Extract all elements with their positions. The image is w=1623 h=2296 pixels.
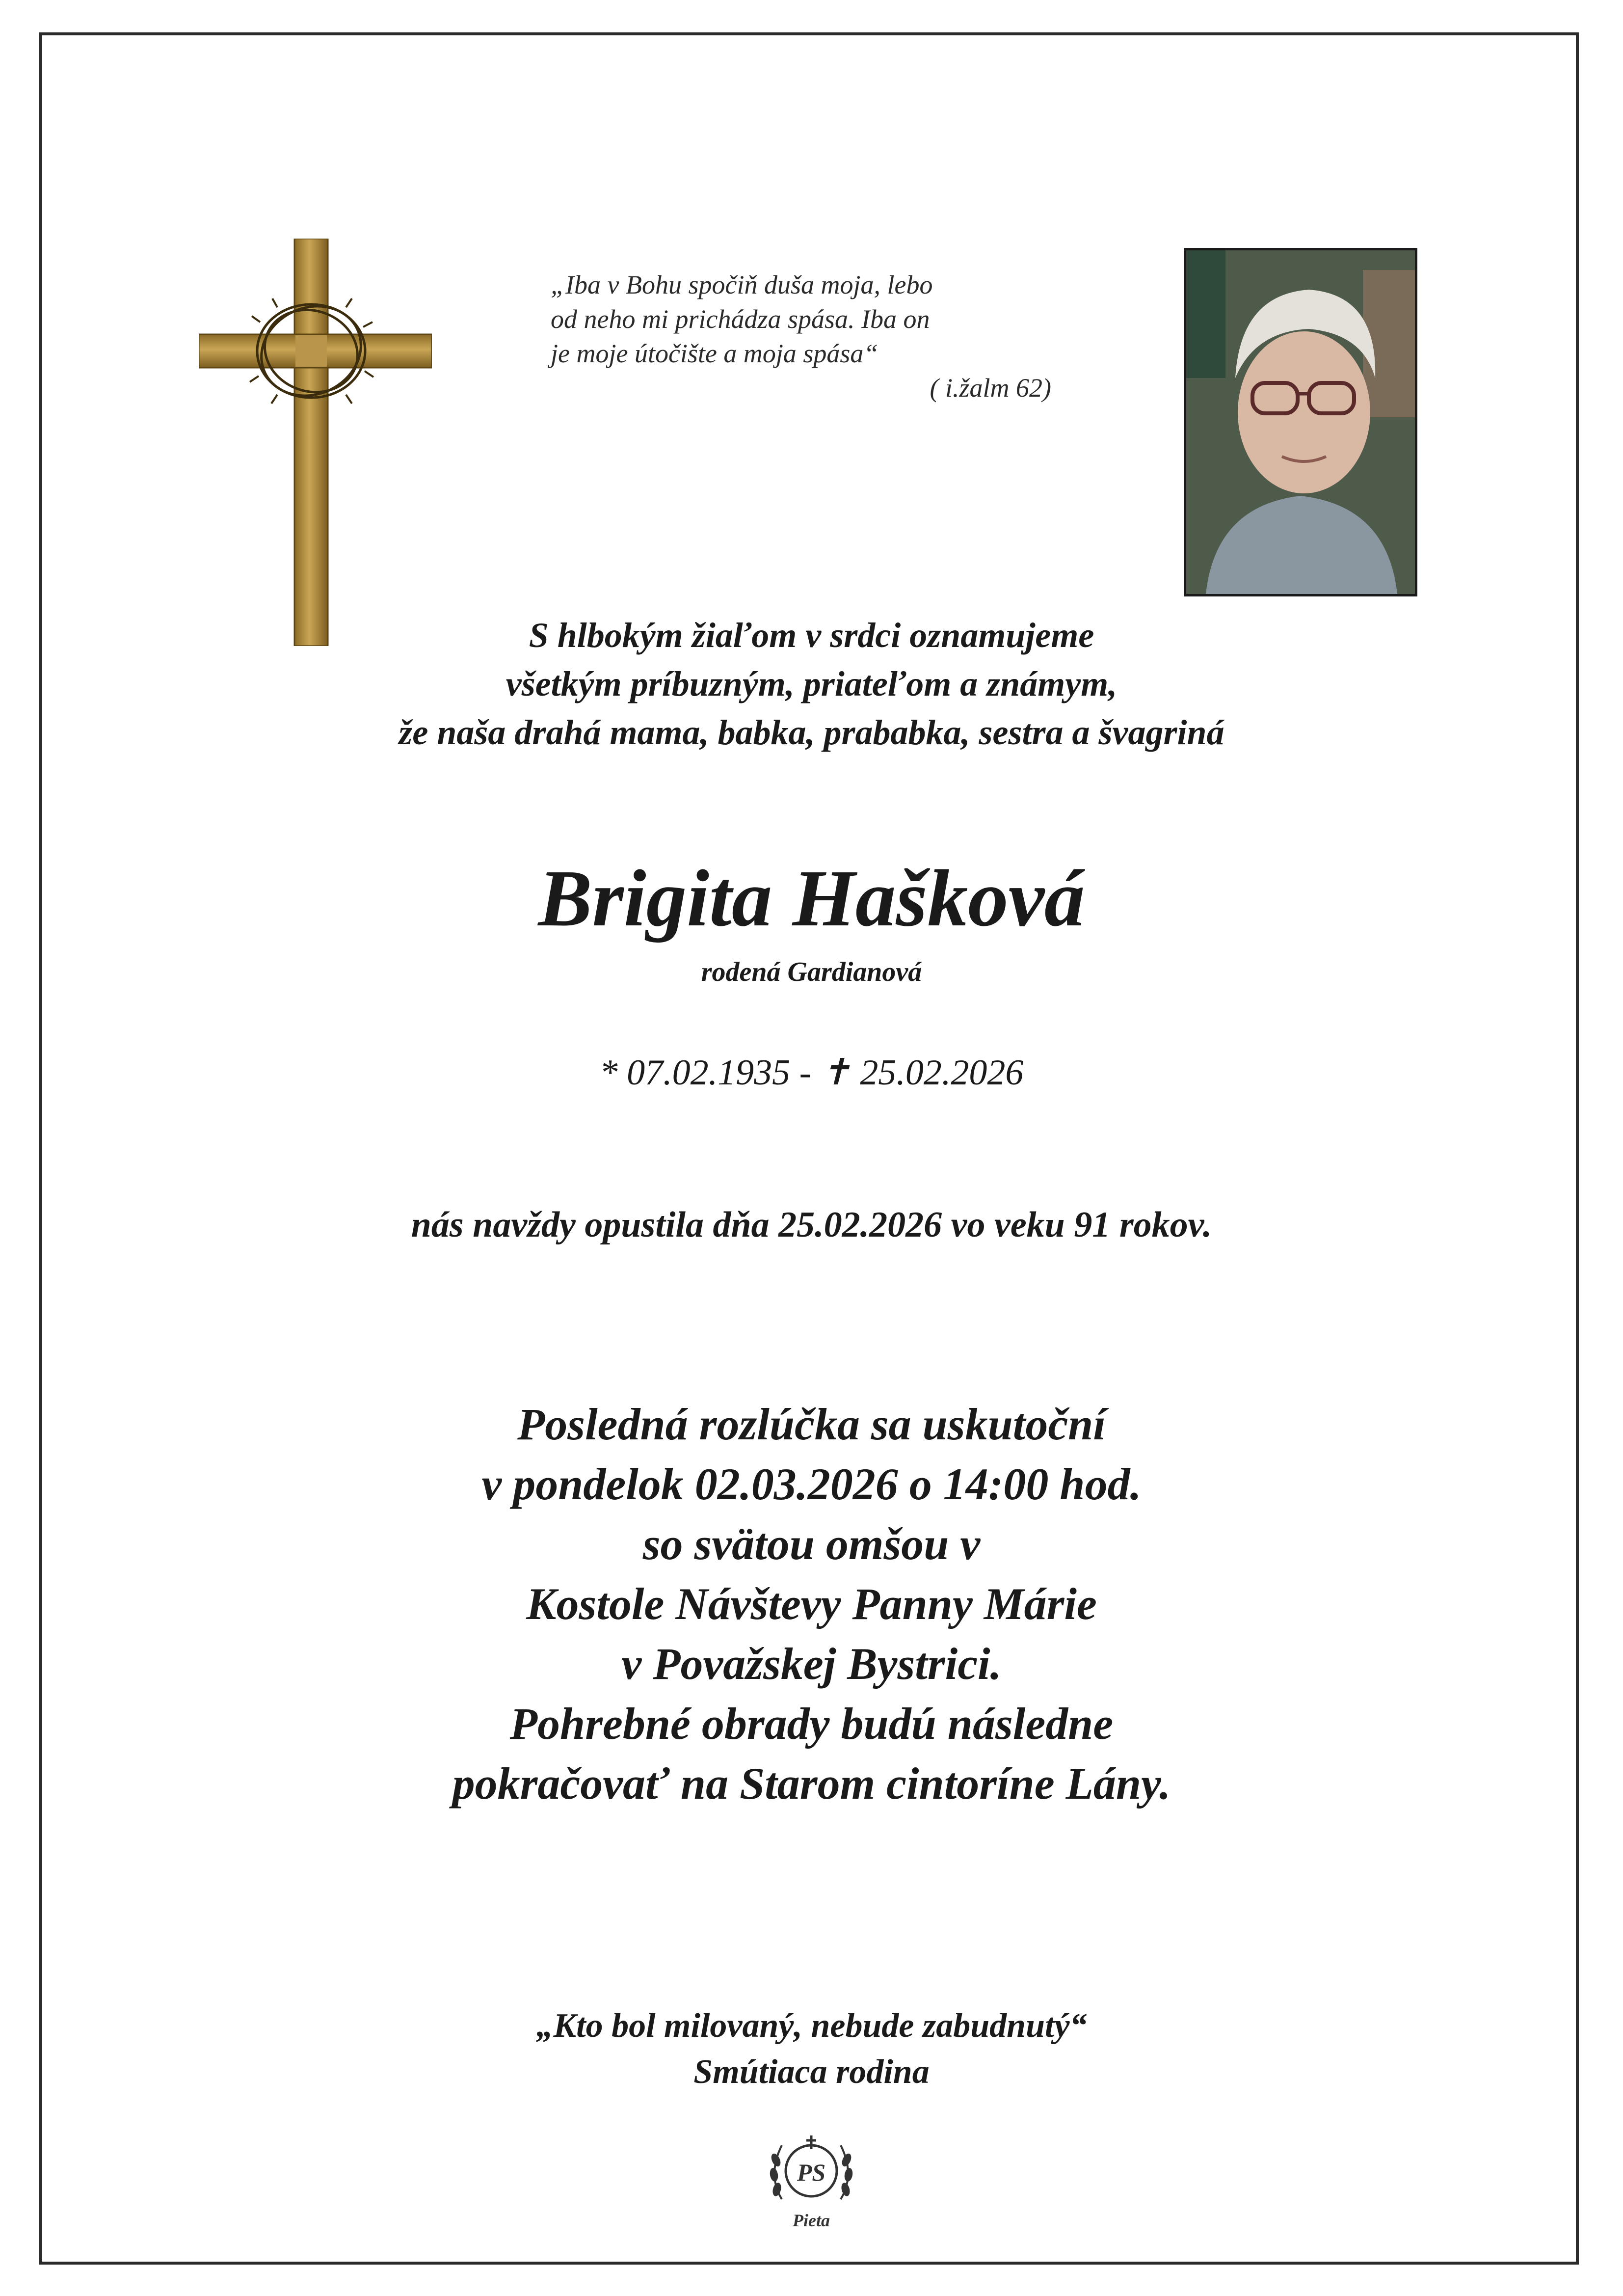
funeral-line: Kostole Návštevy Panny Márie bbox=[526, 1579, 1097, 1629]
quote-reference: ( i.žalm 62) bbox=[930, 373, 1051, 403]
funeral-line: so svätou omšou v bbox=[642, 1519, 981, 1569]
portrait-photo bbox=[1184, 248, 1417, 596]
closing bbox=[0, 2003, 1623, 2095]
funeral-details bbox=[0, 1394, 1623, 1813]
signature: Smútiaca rodina bbox=[693, 2053, 930, 2091]
intro-line: všetkým príbuzným, priateľom a známym, bbox=[506, 664, 1117, 703]
funeral-line: Pohrebné obrady budú následne bbox=[509, 1699, 1114, 1749]
funeral-line: v Považskej Bystrici. bbox=[621, 1639, 1002, 1689]
quote-line: je moje útočište a moja spása“ bbox=[551, 339, 878, 368]
intro-line: že naša drahá mama, babka, prababka, sestra a švagriná bbox=[399, 713, 1224, 752]
logo-text: Pieta bbox=[793, 2211, 830, 2230]
life-dates: * 07.02.1935 - ✝ 25.02.2026 bbox=[599, 1053, 1024, 1093]
motto-quote: „Kto bol milovaný, nebude zabudnutý“ bbox=[536, 2007, 1087, 2045]
psalm-quote bbox=[551, 268, 1071, 405]
announcement-intro bbox=[0, 611, 1623, 757]
funeral-line: Posledná rozlúčka sa uskutoční bbox=[517, 1399, 1106, 1449]
funeral-line: v pondelok 02.03.2026 o 14:00 hod. bbox=[481, 1459, 1142, 1509]
portrait-image bbox=[1186, 250, 1415, 594]
gold-cross-with-crown-of-thorns-icon bbox=[199, 239, 432, 646]
intro-line: S hlbokým žiaľom v srdci oznamujeme bbox=[529, 616, 1094, 655]
logo-monogram: PS bbox=[797, 2159, 826, 2186]
quote-line: od neho mi prichádza spása. Iba on bbox=[551, 304, 930, 334]
passed-away-line: nás navždy opustila dňa 25.02.2026 vo veku 91 rokov. bbox=[411, 1205, 1212, 1245]
maiden-name: rodená Gardianová bbox=[701, 957, 922, 987]
pieta-ps-emblem-icon bbox=[762, 2126, 860, 2239]
deceased-name: Brigita Hašková bbox=[538, 853, 1085, 943]
quote-line: „Iba v Bohu spočiň duša moja, lebo bbox=[551, 270, 933, 299]
funeral-line: pokračovať na Starom cintoríne Lány. bbox=[452, 1758, 1171, 1809]
